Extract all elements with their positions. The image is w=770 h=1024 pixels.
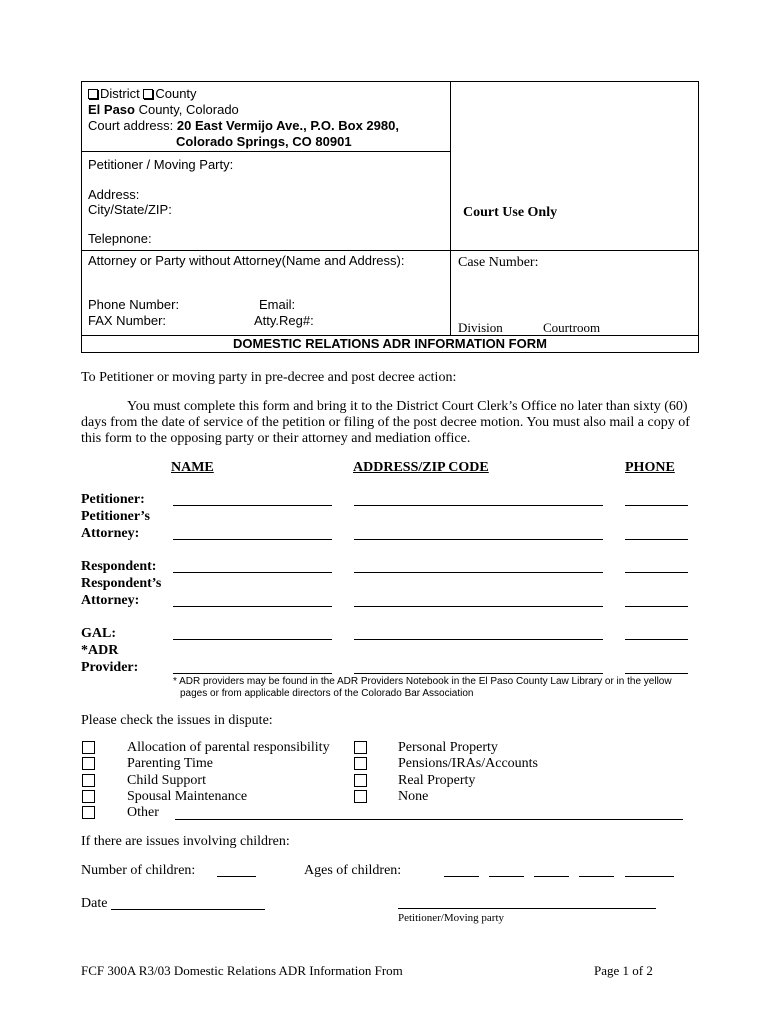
respondent-attorney-phone-field[interactable] (625, 606, 688, 607)
checkbox-personal-property[interactable] (354, 741, 367, 754)
checkbox-icon (143, 89, 153, 99)
label-respondent: Respondent: (81, 559, 157, 574)
issue-child-support-label: Child Support (127, 773, 206, 788)
petitioner-attorney-address-field[interactable] (354, 539, 603, 540)
number-of-children-label: Number of children: (81, 863, 196, 878)
adr-provider-address-field[interactable] (354, 673, 603, 674)
label-gal: GAL: (81, 626, 116, 641)
issue-other-label: Other (127, 805, 159, 820)
respondent-name-field[interactable] (173, 572, 332, 573)
respondent-attorney-address-field[interactable] (354, 606, 603, 607)
issue-real-property-label: Real Property (398, 773, 476, 788)
child-age-field-5[interactable] (625, 876, 674, 877)
column-header-phone: PHONE (625, 460, 675, 475)
footnote-line-2: pages or from applicable directors of the Colorado Bar Association (180, 688, 474, 699)
column-header-name: NAME (171, 460, 214, 475)
label-respondents: Respondent’s (81, 576, 162, 591)
gal-address-field[interactable] (354, 639, 603, 640)
attorney-label: Attorney or Party without Attorney(Name and Address): (88, 253, 405, 268)
respondent-attorney-name-field[interactable] (173, 606, 332, 607)
label-adr: *ADR (81, 643, 119, 658)
intro-text: To Petitioner or moving party in pre-decree and post decree action: (81, 370, 457, 385)
checkbox-allocation[interactable] (82, 741, 95, 754)
footnote-line-1: * ADR providers may be found in the ADR Providers Notebook in the El Paso County Law Library or in the yellow (173, 676, 672, 687)
case-number-label: Case Number: (458, 255, 539, 270)
courtroom-label: Courtroom (543, 320, 601, 335)
issues-heading: Please check the issues in dispute: (81, 713, 273, 728)
respondent-phone-field[interactable] (625, 572, 688, 573)
checkbox-pensions[interactable] (354, 757, 367, 770)
child-age-field-2[interactable] (489, 876, 524, 877)
gal-name-field[interactable] (173, 639, 332, 640)
children-heading: If there are issues involving children: (81, 834, 290, 849)
form-identifier: FCF 300A R3/03 Domestic Relations ADR Information From (81, 963, 403, 978)
child-age-field-4[interactable] (579, 876, 614, 877)
date-field[interactable] (111, 909, 265, 910)
gal-phone-field[interactable] (625, 639, 688, 640)
instructions-line-1: You must complete this form and bring it to the District Court Clerk’s Office no later than sixty (60) (127, 399, 688, 414)
issue-personal-property-label: Personal Property (398, 740, 498, 755)
checkbox-icon (88, 89, 98, 99)
checkbox-real-property[interactable] (354, 774, 367, 787)
city-state-zip-label: City/State/ZIP: (88, 202, 172, 217)
issue-pensions-label: Pensions/IRAs/Accounts (398, 756, 538, 771)
petitioner-address-field[interactable] (354, 505, 603, 506)
petitioner-attorney-phone-field[interactable] (625, 539, 688, 540)
checkbox-none[interactable] (354, 790, 367, 803)
signer-label: Petitioner/Moving party (398, 912, 505, 924)
court-address: Court address: 20 East Vermijo Ave., P.O. Box 2980, (88, 118, 399, 133)
page-number: Page 1 of 2 (594, 963, 653, 978)
issue-parenting-time-label: Parenting Time (127, 756, 213, 771)
county-line: El Paso County, Colorado (88, 102, 239, 117)
issue-none-label: None (398, 789, 429, 804)
checkbox-spousal-maintenance[interactable] (82, 790, 95, 803)
instructions-line-3: this form to the opposing party or their attorney and mediation office. (81, 431, 471, 446)
court-type-options (88, 86, 197, 101)
district-checkbox[interactable]: District (88, 86, 140, 101)
county-checkbox[interactable]: County (143, 86, 196, 101)
petitioner-attorney-name-field[interactable] (173, 539, 332, 540)
child-age-field-3[interactable] (534, 876, 569, 877)
atty-reg-label: Atty.Reg#: (254, 313, 314, 328)
court-address-line2: Colorado Springs, CO 80901 (176, 134, 352, 149)
checkbox-parenting-time[interactable] (82, 757, 95, 770)
address-label: Address: (88, 187, 140, 202)
label-provider: Provider: (81, 660, 139, 675)
other-issue-field[interactable] (175, 819, 683, 820)
column-header-address: ADDRESS/ZIP CODE (353, 460, 489, 475)
petitioner-label: Petitioner / Moving Party: (88, 157, 234, 172)
respondent-address-field[interactable] (354, 572, 603, 573)
fax-number-label: FAX Number: (88, 313, 167, 328)
adr-provider-name-field[interactable] (173, 673, 332, 674)
adr-provider-phone-field[interactable] (625, 673, 688, 674)
instructions-line-2: days from the date of service of the petition or filing of the post decree motion. You must also mail a copy of (81, 415, 690, 430)
checkbox-other[interactable] (82, 806, 95, 819)
form-title: DOMESTIC RELATIONS ADR INFORMATION FORM (233, 336, 547, 351)
ages-of-children-label: Ages of children: (304, 863, 402, 878)
label-petitioner: Petitioner: (81, 492, 145, 507)
date-label: Date (81, 896, 108, 911)
email-label: Email: (259, 297, 296, 312)
label-attorney: Attorney: (81, 593, 140, 608)
court-use-only: Court Use Only (463, 205, 558, 220)
issue-allocation-label: Allocation of parental responsibility (127, 740, 330, 755)
telephone-label: Telepnone: (88, 231, 152, 246)
child-age-field-1[interactable] (444, 876, 479, 877)
petitioner-name-field[interactable] (173, 505, 332, 506)
number-of-children-field[interactable] (217, 876, 256, 877)
phone-number-label: Phone Number: (88, 297, 180, 312)
division-label: Division (458, 320, 503, 335)
checkbox-child-support[interactable] (82, 774, 95, 787)
label-petitioners: Petitioner’s (81, 509, 150, 524)
issue-spousal-maintenance-label: Spousal Maintenance (127, 789, 248, 804)
signature-field[interactable] (398, 908, 656, 909)
label-attorney: Attorney: (81, 526, 140, 541)
petitioner-phone-field[interactable] (625, 505, 688, 506)
